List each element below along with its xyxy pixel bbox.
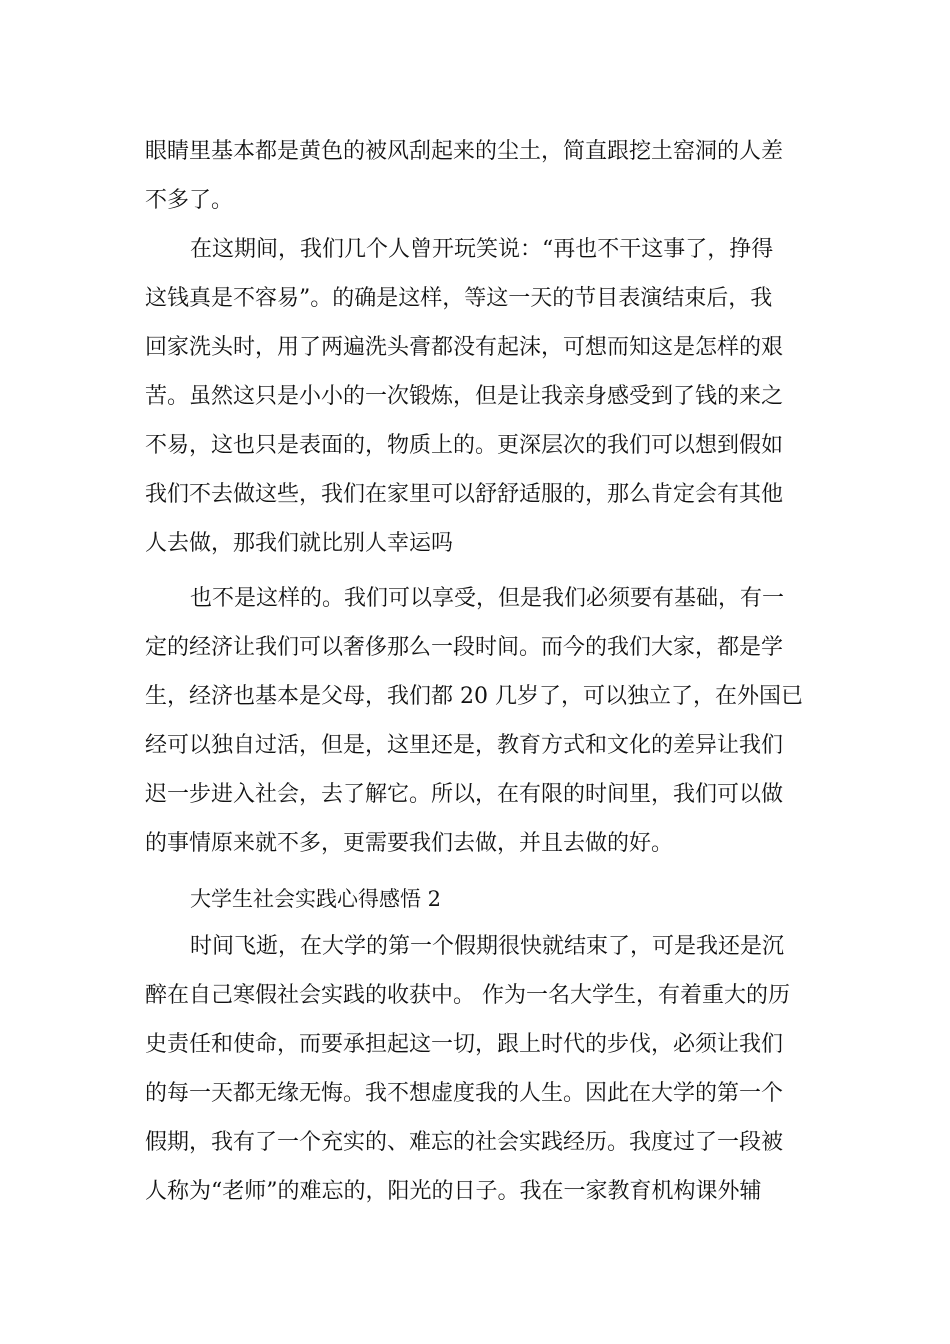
body-text-line: 我们不去做这些，我们在家里可以舒舒适服的，那么肯定会有其他 bbox=[145, 482, 784, 507]
section-heading: 大学生社会实践心得感悟 2 bbox=[190, 887, 442, 911]
body-text-line: 的事情原来就不多，更需要我们去做，并且去做的好。 bbox=[145, 831, 674, 856]
body-text-line: 人去做，那我们就比别人幸运吗 bbox=[145, 531, 454, 556]
body-text-line: 不多了。 bbox=[145, 188, 234, 213]
body-text-line: 史责任和使命，而要承担起这一切，跟上时代的步伐，必须让我们 bbox=[145, 1032, 784, 1057]
body-text-line: 经可以独自过活，但是，这里还是，教育方式和文化的差异让我们 bbox=[145, 733, 784, 758]
body-text-line: 定的经济让我们可以奢侈那么一段时间。而今的我们大家，都是学 bbox=[145, 635, 784, 660]
body-text-line: 人称为“老师”的难忘的，阳光的日子。我在一家教育机构课外辅 bbox=[145, 1179, 762, 1204]
body-text-line: 回家洗头时，用了两遍洗头膏都没有起沫，可想而知这是怎样的艰 bbox=[145, 335, 784, 360]
body-text-line: 这钱真是不容易”。的确是这样，等这一天的节目表演结束后，我 bbox=[145, 286, 773, 311]
body-text-line: 假期，我有了一个充实的、难忘的社会实践经历。我度过了一段被 bbox=[145, 1130, 784, 1155]
body-text-line: 的每一天都无缘无悔。我不想虚度我的人生。因此在大学的第一个 bbox=[145, 1081, 784, 1106]
paragraph-first-line: 时间飞逝，在大学的第一个假期很快就结束了，可是我还是沉 bbox=[190, 934, 785, 959]
body-text-line: 迟一步进入社会，去了解它。所以，在有限的时间里，我们可以做 bbox=[145, 782, 784, 807]
body-text-line: 苦。虽然这只是小小的一次锻炼，但是让我亲身感受到了钱的来之 bbox=[145, 384, 784, 409]
body-text-line: 生，经济也基本是父母，我们都 20 几岁了，可以独立了，在外国已 bbox=[145, 684, 803, 709]
paragraph-first-line: 在这期间，我们几个人曾开玩笑说：“再也不干这事了，挣得 bbox=[190, 237, 774, 262]
body-text-line: 醉在自己寒假社会实践的收获中。 作为一名大学生，有着重大的历 bbox=[145, 983, 790, 1008]
body-text-line: 不易，这也只是表面的，物质上的。更深层次的我们可以想到假如 bbox=[145, 433, 784, 458]
paragraph-first-line: 也不是这样的。我们可以享受，但是我们必须要有基础，有一 bbox=[190, 586, 785, 611]
body-text-line: 眼睛里基本都是黄色的被风刮起来的尘土，简直跟挖土窑洞的人差 bbox=[145, 139, 784, 164]
